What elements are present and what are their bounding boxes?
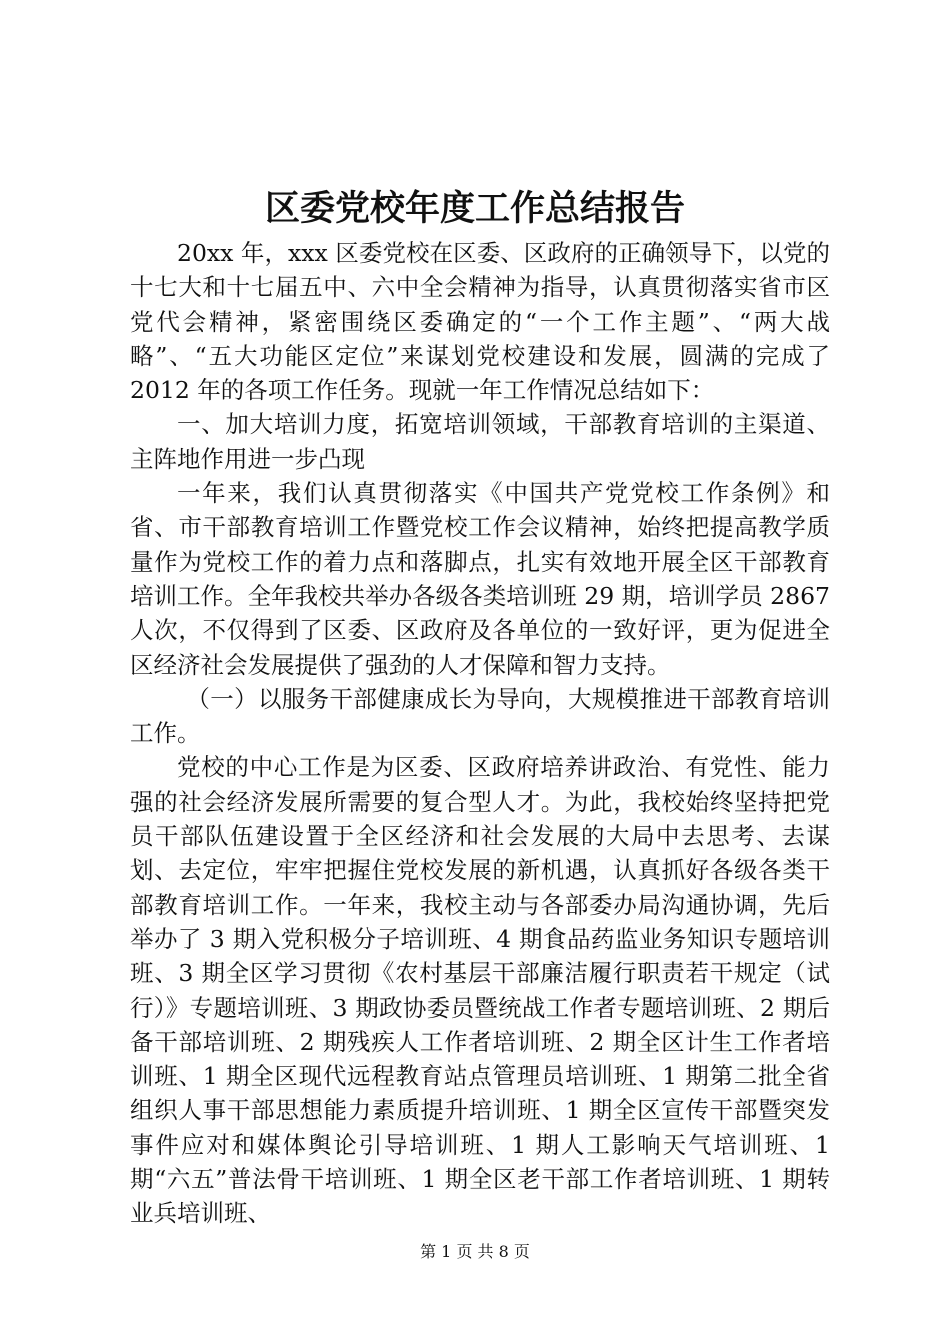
- document-body: [130, 236, 830, 1231]
- intro-paragraph: 20xx 年，xxx 区委党校在区委、区政府的正确领导下，以党的十七大和十七届五中、六中全会精神为指导，认真贯彻落实省市区党代会精神，紧密围绕区委确定的“一个工作主题”、“两大战略”、“五大功能区定位”来谋划党校建设和发展，圆满的完成了 2012 年的各项工作任务。现就一年工作情况总结如下：: [130, 239, 830, 405]
- section-heading-1: 一、加大培训力度，拓宽培训领域，干部教育培训的主渠道、主阵地作用进一步凸现: [130, 410, 830, 473]
- subsection-heading-1: （一）以服务干部健康成长为导向，大规模推进干部教育培训工作。: [130, 684, 830, 748]
- page-footer: 第 1 页 共 8 页: [420, 1242, 530, 1261]
- subsection-1-paragraph: 党校的中心工作是为区委、区政府培养讲政治、有党性、能力强的社会经济发展所需要的复合型人才。为此，我校始终坚持把党员干部队伍建设置于全区经济和社会发展的大局中去思考、去谋划、去定位，牢牢把握住党校发展的新机遇，认真抓好各级各类干部教育培训工作。一年来，我校主动与各部委办局沟通协调，先后举办了 3 期入党积极分子培训班、4 期食品药监业务知识专题培训班、3 期全区学习贯彻《农村基层干部廉洁履行职责若干规定（试行）》专题培训班、3 期政协委员暨统战工作者专题培训班、2 期后备干部培训班、2 期残疾人工作者培训班、2 期全区计生工作者培训班、1 期全区现代远程教育站点管理员培训班、1 期第二批全省组织人事干部思想能力素质提升培训班、1 期全区宣传干部暨突发事件应对和媒体舆论引导培训班、1 期人工影响天气培训班、1 期“六五”普法骨干培训班、1 期全区老干部工作者培训班、1 期转业兵培训班、: [130, 753, 830, 1228]
- section-1-paragraph: 一年来，我们认真贯彻落实《中国共产党党校工作条例》和省、市干部教育培训工作暨党校工作会议精神，始终把提高教学质量作为党校工作的着力点和落脚点，扎实有效地开展全区干部教育培训工作。全年我校共举办各级各类培训班 29 期，培训学员 2867 人次，不仅得到了区委、区政府及各单位的一致好评，更为促进全区经济社会发展提供了强劲的人才保障和智力支持。: [130, 479, 830, 679]
- document-title: 区委党校年度工作总结报告: [264, 188, 685, 229]
